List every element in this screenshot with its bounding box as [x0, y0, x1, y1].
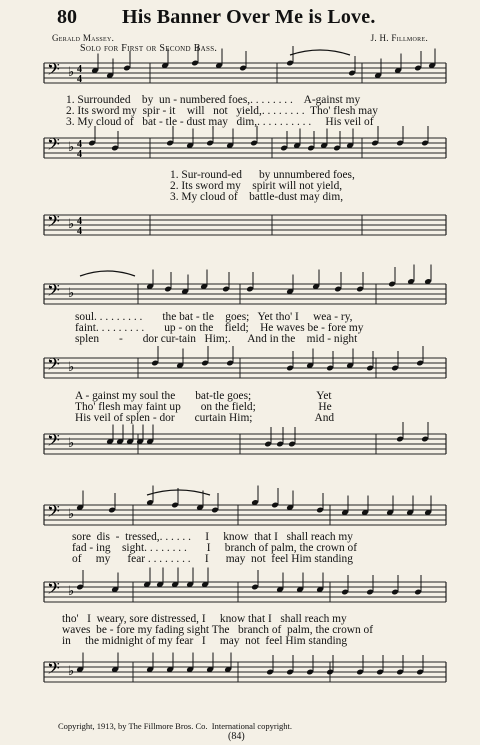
flat-icon: ♭ — [68, 507, 75, 522]
lyric-line: in the midnight of my fear I may not feel Him standing — [62, 635, 348, 647]
time-signature-bottom: 4 — [77, 149, 82, 160]
lyric-line: A - gainst my soul the bat-tle goes; Yet — [75, 390, 332, 402]
lyric-line: splen - dor cur-tain Him;. And in the mid - night — [75, 333, 358, 345]
flat-icon: ♭ — [68, 286, 75, 301]
time-signature-top: 4 — [77, 216, 82, 227]
copyright-notice: Copyright, 1913, by The Fillmore Bros. Co. International copyright. — [58, 721, 293, 731]
lyric-line: 3. My cloud of bat - tle - dust may dim,. . . . . . . . . . His veil of — [66, 116, 374, 128]
lyric-line: 1. Surrounded by un - numbered foes,. . . . . . . . A-gainst my — [66, 94, 361, 106]
flat-icon: ♭ — [68, 436, 75, 451]
bass-clef-icon: 𝄢 — [47, 354, 60, 378]
lyric-line: sore dis - tressed,. . . . . . I know that I shall reach my — [72, 531, 353, 543]
flat-icon: ♭ — [68, 664, 75, 679]
bass-clef-icon: 𝄢 — [47, 134, 60, 158]
time-signature-top: 4 — [77, 139, 82, 150]
flat-icon: ♭ — [68, 65, 75, 80]
lyric-line: 3. My cloud of battle-dust may dim, — [170, 191, 344, 203]
composer-credit: J. H. Fillmore. — [370, 33, 428, 43]
lyric-line: 2. Its sword my spirit will not yield, — [170, 180, 343, 192]
lyric-line: 1. Sur-round-ed by unnumbered foes, — [170, 169, 355, 181]
lyric-line: Tho' flesh may faint up on the field; He — [75, 401, 332, 413]
lyric-line: waves be - fore my fading sight The branch of palm, the crown of — [62, 624, 374, 636]
page-number: (84) — [228, 731, 245, 742]
hymn-title: His Banner Over Me is Love. — [122, 6, 376, 28]
author-credit: Gerald Massey. — [52, 33, 115, 43]
bass-clef-icon: 𝄢 — [47, 280, 60, 304]
bass-clef-icon: 𝄢 — [47, 578, 60, 602]
lyric-line: His veil of splen - dor curtain Him; And — [75, 412, 335, 424]
flat-icon: ♭ — [68, 140, 75, 155]
hymn-number: 80 — [57, 6, 77, 28]
time-signature-bottom: 4 — [77, 74, 82, 85]
slur — [80, 271, 135, 276]
time-signature-bottom: 4 — [77, 226, 82, 237]
solo-note: Solo for First or Second Bass. — [80, 43, 218, 54]
lyric-line: soul. . . . . . . . . the bat - tle goes; Yet tho' I wea - ry, — [75, 311, 353, 323]
flat-icon: ♭ — [68, 584, 75, 599]
lyric-line: of my fear . . . . . . . . I may not feel Him standing — [72, 553, 353, 565]
lyric-line: fad - ing sight. . . . . . . . I branch of palm, the crown of — [72, 542, 358, 554]
time-signature-top: 4 — [77, 64, 82, 75]
bass-clef-icon: 𝄢 — [47, 658, 60, 682]
bass-clef-icon: 𝄢 — [47, 211, 60, 235]
lyric-line: tho' I weary, sore distressed, I know that I shall reach my — [62, 613, 347, 625]
bass-clef-icon: 𝄢 — [47, 59, 60, 83]
lyric-line: faint. . . . . . . . . up - on the field; He waves be - fore my — [75, 322, 364, 334]
lyric-line: 2. Its sword my spir - it will not yield,. . . . . . . . Tho' flesh may — [66, 105, 378, 117]
bass-clef-icon: 𝄢 — [47, 430, 60, 454]
bass-clef-icon: 𝄢 — [47, 501, 60, 525]
flat-icon: ♭ — [68, 217, 75, 232]
flat-icon: ♭ — [68, 360, 75, 375]
slur — [290, 50, 350, 55]
